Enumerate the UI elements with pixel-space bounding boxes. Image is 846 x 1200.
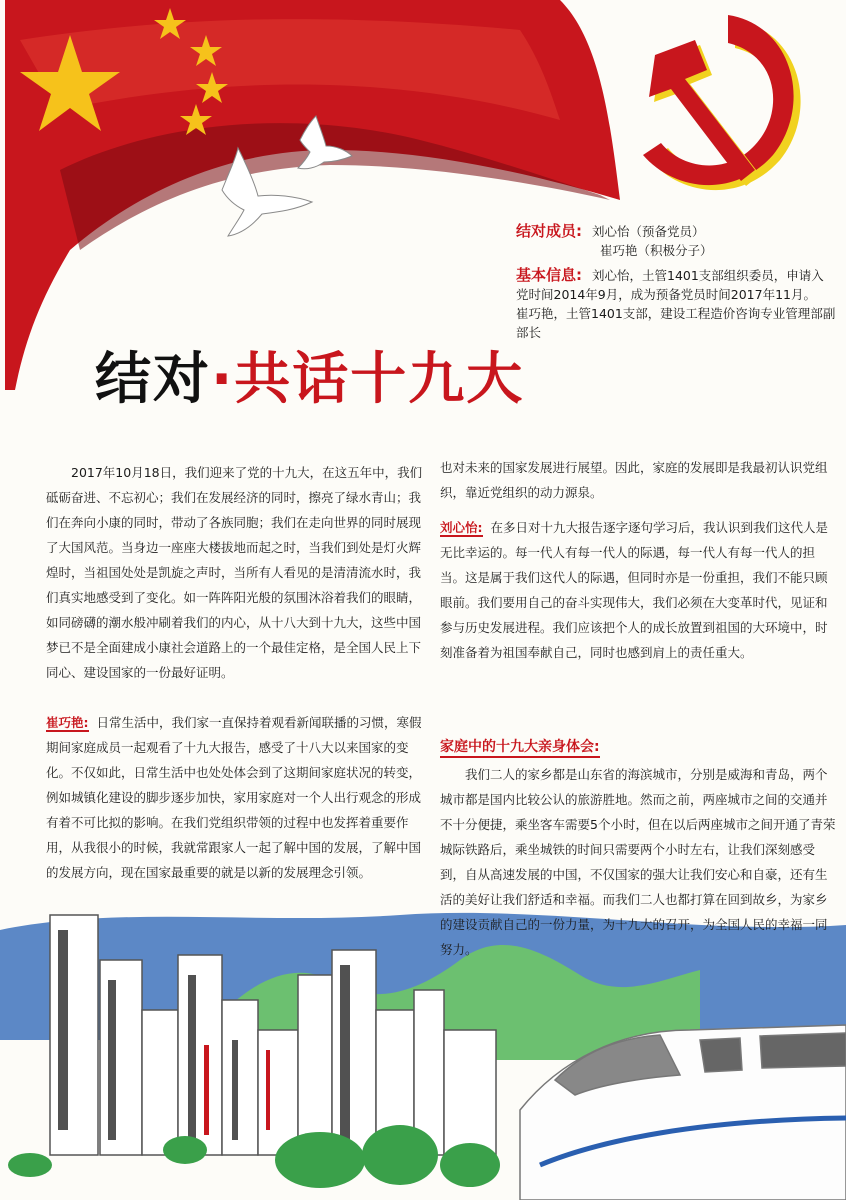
basic-info-row: [516, 266, 836, 342]
basic-info-cui: 崔巧艳，土管1401支部，建设工程造价咨询专业管理部副部长: [516, 306, 836, 340]
member-cui: 崔巧艳（积极分子）: [600, 243, 713, 258]
family-paragraph: 我们二人的家乡都是山东省的海滨城市，分别是威海和青岛，两个城市都是国内比较公认的旅游胜地。然而之前，两座城市之间的交通并不十分便捷，乘坐客车需要5个小时，但在以后两座城市之间开通了青荣城际铁路后，乘坐城铁的时间只需要两个小时左右，让我们深刻感受到，自从高速发展的中国，不仅国家的强大让我们安心和自豪，还有生活的美好让我们舒适和幸福。而我们二人也都打算在回到故乡，为家乡的建设贡献自己的一份力量，为十九大的召开，为全国人民的幸福一同努力。: [440, 767, 836, 957]
liu-label: 刘心怡:: [440, 520, 483, 535]
basic-info-liu: 刘心怡，土管1401支部组织委员，申请入党时间2014年9月，成为预备党员时间2017年11月。: [516, 268, 824, 302]
info-panel: [516, 222, 836, 348]
title-part1: 结对: [95, 347, 211, 412]
hammer-sickle-icon: [643, 15, 801, 190]
liu-text: 在多日对十九大报告逐字逐句学习后，我认识到我们这代人是无比幸运的。每一代人有每一代人的际遇，每一代人有每一代人的担当。这是属于我们这代人的际遇，但同时亦是一份重担，我们不能只顾眼前。我们要用自己的奋斗实现伟大，我们必须在大变革时代，见证和参与历史发展进程。我们应该把个人的成长放置到祖国的大环境中，时刻准备着为祖国奉献自己，同时也感到肩上的责任重大。: [440, 520, 828, 660]
intro-paragraph: 2017年10月18日，我们迎来了党的十九大，在这五年中，我们砥砺奋进、不忘初心；我们在发展经济的同时，擦亮了绿水青山；我们在奔向小康的同时，带动了各族同胞；我们在走向世界的同时展现了大国风范。当身边一座座大楼拔地而起之时，当我们到处是灯火辉煌时，当祖国处处是凯旋之声时，当所有人看见的是清清流水时，我们真实地感受到了变化。如一阵阵阳光般的氛围沐浴着我们的眼睛，如同磅礴的潮水般冲刷着我们的内心，从十八大到十九大，这些中国梦已不是全面建成小康社会道路上的一个最佳定格，是全国人民上下同心、建设国家的一份最好证明。: [46, 465, 423, 680]
liu-section: [440, 515, 832, 665]
members-row: [516, 222, 836, 260]
cui-label: 崔巧艳:: [46, 715, 89, 730]
members-label: 结对成员:: [516, 222, 582, 240]
member-liu: 刘心怡（预备党员）: [591, 224, 705, 239]
title-part2: 共话十九大: [234, 347, 525, 412]
cui-text: 日常生活中，我们家一直保持着观看新闻联播的习惯，寒假期间家庭成员一起观看了十九大报告，感受了十八大以来国家的变化。不仅如此，日常生活中也处处体会到了这期间家庭状况的转变，例如城镇化建设的脚步逐步加快，家用家庭对一个人出行观念的形成有着不可比拟的影响。在我们党组织带领的过程中也发挥着重要作用，从我很小的时候，我就常跟家人一起了解中国的发展，了解中国的发展方向，现在国家最重要的就是以新的发展理念引领。: [46, 715, 422, 880]
right-top-paragraph: 也对未来的国家发展进行展望。因此，家庭的发展即是我最初认识党组织，靠近党组织的动力源泉。: [440, 460, 828, 500]
title-dot: ·: [211, 347, 235, 412]
family-subheading: 家庭中的十九大亲身体会:: [440, 736, 600, 758]
cui-section: [46, 710, 426, 885]
basic-info-label: 基本信息:: [516, 266, 582, 284]
poster-title: [95, 335, 524, 415]
